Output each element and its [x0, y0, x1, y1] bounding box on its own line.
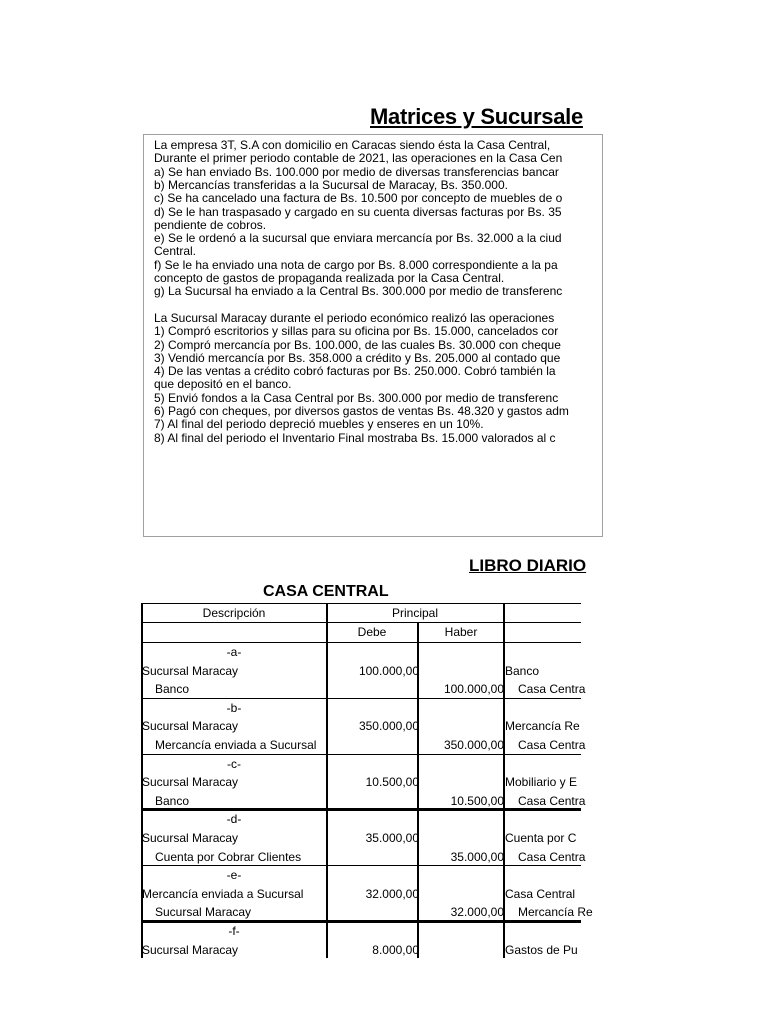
table-border [141, 642, 581, 643]
right-debit-account: Cuenta por C [505, 831, 577, 845]
debit-account: Mercancía enviada a Sucursal [142, 886, 304, 901]
right-credit-account: Casa Centra [518, 793, 586, 808]
statement-line: g) La Sucursal ha enviado a la Central Bs. 300.000 por medio de transferenc [154, 284, 563, 299]
right-debit-account: Mobiliario y E [505, 775, 578, 790]
statement-line: Central. [154, 244, 197, 259]
statement-line: Durante el primer periodo contable de 2021, las operaciones en la Casa Cen [154, 151, 563, 166]
right-debit-account: Banco [505, 663, 540, 678]
statement-line: b) Mercancías transferidas a la Sucursal de Maracay, Bs. 350.000. [154, 177, 508, 192]
credit-amount: 350.000,00 [443, 738, 504, 752]
debit-amount: 100.000,00 [358, 663, 419, 678]
casa-central-title: CASA CENTRAL [263, 583, 389, 600]
entry-label: -c- [227, 756, 241, 771]
debit-amount: 32.000,00 [365, 886, 419, 901]
table-border [141, 865, 581, 866]
debit-account: Sucursal Maracay [142, 831, 239, 845]
header-descripcion: Descripción [202, 606, 266, 620]
debit-account: Sucursal Maracay [142, 775, 239, 790]
table-border [141, 920, 581, 923]
statement-line: 8) Al final del periodo el Inventario Final mostraba Bs. 15.000 valorados al c [154, 430, 556, 445]
credit-amount: 10.500,00 [450, 793, 504, 808]
credit-amount: 35.000,00 [450, 849, 504, 864]
credit-account: Cuenta por Cobrar Clientes [155, 849, 302, 864]
debit-account: Sucursal Maracay [142, 942, 239, 957]
right-debit-account: Gastos de Pu [505, 942, 578, 957]
debit-amount: 10.500,00 [365, 775, 419, 790]
table-border [141, 808, 581, 811]
right-credit-account: Casa Centra [518, 849, 586, 864]
right-debit-account: Casa Central [505, 886, 576, 901]
statement-line: La Sucursal Maracay durante el periodo económico realizó las operaciones [154, 310, 555, 325]
statement-line: 5) Envió fondos a la Casa Central por Bs. 300.000 por medio de transferenc [154, 390, 559, 405]
statement-line: concepto de gastos de propaganda realizada por la Casa Central. [154, 271, 505, 285]
credit-account: Mercancía enviada a Sucursal [155, 738, 317, 752]
statement-line: 3) Vendió mercancía por Bs. 358.000 a crédito y Bs. 205.000 al contado que [154, 350, 561, 365]
statement-textbox [143, 134, 603, 537]
statement-line: que depositó en el banco. [154, 377, 292, 392]
right-credit-account: Casa Centra [518, 738, 586, 752]
statement-line: pendiente de cobros. [154, 217, 267, 232]
statement-line: e) Se le ordenó a la sucursal que enviara mercancía por Bs. 32.000 a la ciud [154, 231, 562, 246]
entry-label: -b- [226, 700, 242, 715]
table-border [141, 603, 581, 604]
credit-amount: 100.000,00 [443, 682, 504, 697]
header-debe: Debe [357, 625, 387, 639]
entry-label: -f- [228, 924, 240, 938]
entry-label: -d- [226, 812, 242, 827]
debit-account: Sucursal Maracay [142, 719, 239, 734]
statement-line: c) Se ha cancelado una factura de Bs. 10.500 por concepto de muebles de o [154, 191, 563, 206]
statement-line: La empresa 3T, S.A con domicilio en Caracas siendo ésta la Casa Central, [154, 138, 551, 152]
page-title: Matrices y Sucursale [370, 104, 583, 129]
statement-line: a) Se han enviado Bs. 100.000 por medio de diversas transferencias bancar [154, 164, 559, 179]
debit-amount: 8.000,00 [372, 942, 419, 957]
table-border [141, 754, 581, 755]
entry-label: -a- [226, 645, 242, 659]
right-debit-account: Mercancía Re [505, 719, 580, 734]
statement-line: 4) De las ventas a crédito cobró facturas por Bs. 250.000. Cobró también la [154, 364, 556, 379]
debit-account: Sucursal Maracay [142, 663, 239, 678]
libro-diario-title: LIBRO DIARIO [469, 556, 587, 575]
statement-line: f) Se le ha enviado una nota de cargo por Bs. 8.000 correspondiente a la pa [154, 257, 558, 272]
statement-line: 2) Compró mercancía por Bs. 100.000, de las cuales Bs. 30.000 con cheque [154, 337, 561, 352]
debit-amount: 350.000,00 [358, 719, 419, 734]
statement-line: 7) Al final del periodo depreció muebles y enseres en un 10%. [154, 417, 484, 432]
entry-label: -e- [226, 868, 242, 883]
debit-amount: 35.000,00 [365, 831, 419, 845]
right-credit-account: Mercancía Re [518, 905, 593, 920]
credit-account: Banco [155, 793, 190, 808]
table-border [141, 622, 581, 623]
header-haber: Haber [444, 625, 478, 639]
credit-account: Sucursal Maracay [155, 905, 252, 920]
statement-line: 6) Pagó con cheques, por diversos gastos de ventas Bs. 48.320 y gastos adm [154, 404, 569, 418]
statement-line: 1) Compró escritorios y sillas para su oficina por Bs. 15.000, cancelados cor [154, 324, 559, 339]
credit-amount: 32.000,00 [450, 905, 504, 920]
table-border [141, 698, 581, 699]
statement-line: d) Se le han traspasado y cargado en su cuenta diversas facturas por Bs. 35 [154, 204, 562, 219]
header-principal: Principal [391, 606, 439, 620]
right-credit-account: Casa Centra [518, 682, 586, 697]
credit-account: Banco [155, 682, 190, 697]
